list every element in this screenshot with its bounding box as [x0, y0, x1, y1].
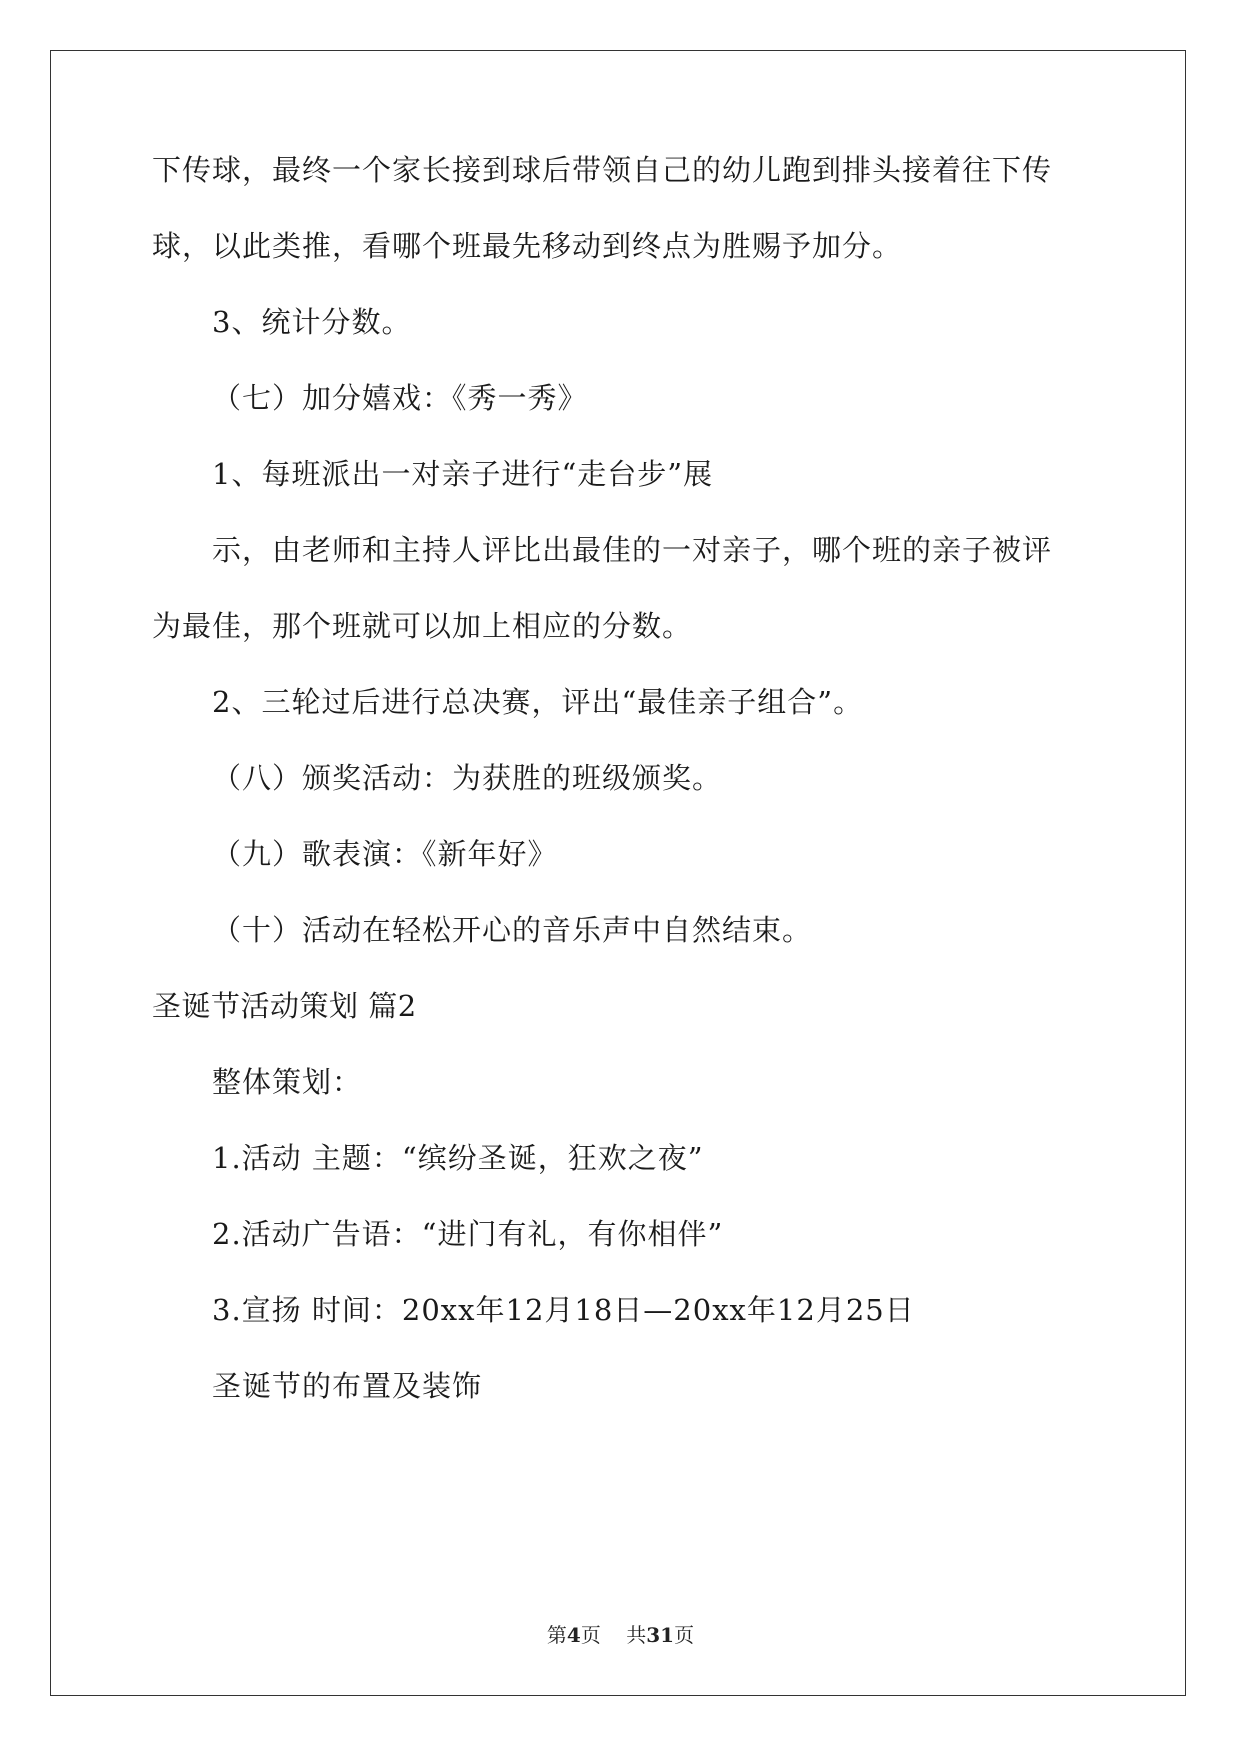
footer-page-word: 页 [580, 1623, 601, 1647]
section-heading: （七）加分嬉戏：《秀一秀》 [212, 381, 588, 415]
paragraph-line: 下传球，最终一个家长接到球后带领自己的幼儿跑到排头接着往下传 [152, 153, 1053, 187]
paragraph-line: 3、统计分数。 [212, 305, 412, 339]
section-heading: （十）活动在轻松开心的音乐声中自然结束。 [212, 913, 813, 947]
section-heading: （九）歌表演：《新年好》 [212, 837, 558, 871]
paragraph-line: 示，由老师和主持人评比出最佳的一对亲子，哪个班的亲子被评 [212, 533, 1053, 567]
current-page-number: 4 [566, 1623, 581, 1647]
page-footer [0, 1622, 1241, 1648]
paragraph-line: 2、三轮过后进行总决赛，评出“最佳亲子组合”。 [212, 685, 864, 719]
paragraph-line: 1、每班派出一对亲子进行“走台步”展 [212, 457, 714, 491]
section-heading: （八）颁奖活动：为获胜的班级颁奖。 [212, 761, 723, 795]
total-pages-number: 31 [646, 1623, 675, 1647]
footer-total-suffix: 页 [674, 1623, 695, 1647]
paragraph-line: 1.活动 主题：“缤纷圣诞，狂欢之夜” [212, 1141, 704, 1175]
footer-total-prefix: 共 [626, 1623, 647, 1647]
paragraph-line: 整体策划： [212, 1065, 363, 1099]
article-title: 圣诞节活动策划 篇2 [152, 989, 417, 1023]
footer-prefix: 第 [546, 1623, 567, 1647]
paragraph-line: 为最佳，那个班就可以加上相应的分数。 [152, 609, 693, 643]
paragraph-line: 2.活动广告语：“进门有礼，有你相伴” [212, 1217, 724, 1251]
paragraph-line: 球，以此类推，看哪个班最先移动到终点为胜赐予加分。 [152, 229, 903, 263]
paragraph-line: 3.宣扬 时间：20xx年12月18日—20xx年12月25日 [212, 1293, 915, 1327]
paragraph-line: 圣诞节的布置及装饰 [212, 1369, 483, 1403]
